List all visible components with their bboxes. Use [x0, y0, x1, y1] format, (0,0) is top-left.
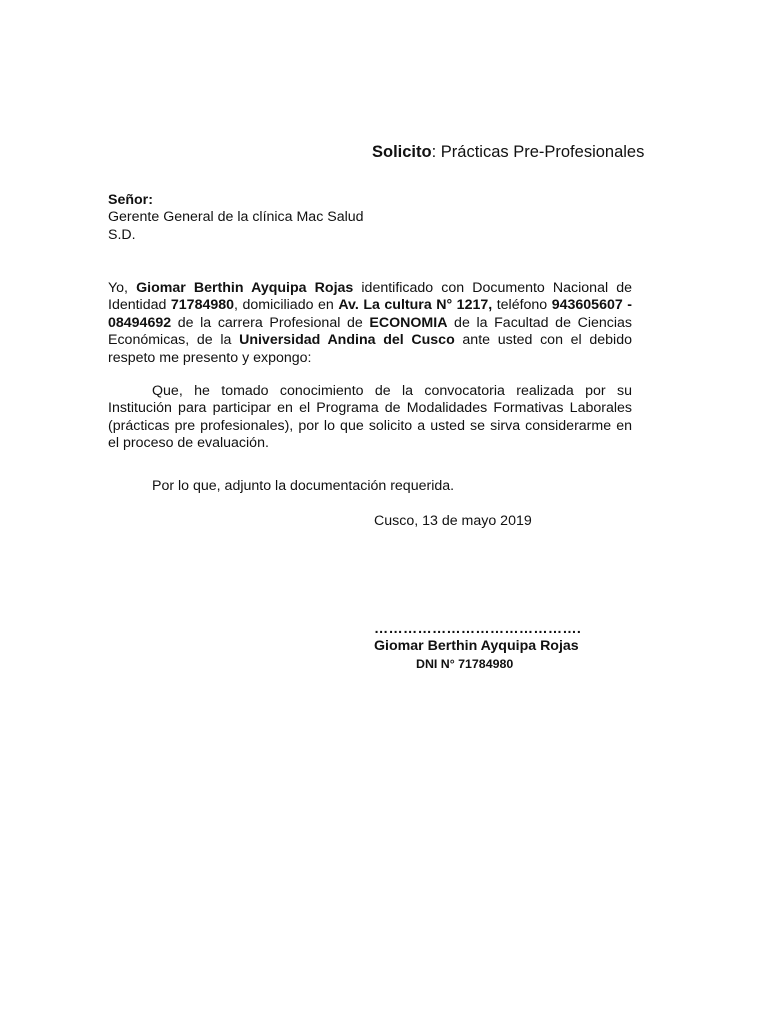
request-paragraph: Que, he tomado conocimiento de la convocatoria realizada por su Institución para participar en el Programa de Modalidades Formativas Laborales (prácticas pre profesionales), por lo que solicito a usted se sirva considerarme en el proceso de evaluación.: [108, 383, 632, 452]
signature-dni: DNI N° 71784980: [416, 657, 514, 671]
intro-text-6: de la Facultad de Ciencias Económicas, de la: [108, 314, 632, 349]
intro-text-7: ante usted con el debido respeto me presento y expongo:: [108, 332, 632, 366]
applicant-career: ECONOMIA: [369, 314, 448, 331]
intro-text-1: Yo,: [108, 280, 137, 296]
applicant-name: Giomar Berthin Ayquipa Rojas: [136, 280, 354, 296]
intro-text-2: identificado con Documento Nacional de Identidad: [108, 280, 633, 314]
salutation: Señor:: [108, 192, 153, 208]
applicant-university: Universidad Andina del Cusco: [239, 332, 455, 349]
subject-text: Prácticas Pre-Profesionales: [436, 143, 645, 161]
subject-label: Solicito: [372, 143, 432, 161]
recipient-block: [108, 192, 364, 244]
date-line: Cusco, 13 de mayo 2019: [374, 513, 532, 529]
attachment-paragraph: Por lo que, adjunto la documentación requerida.: [152, 478, 455, 494]
recipient-title: Gerente General de la clínica Mac Salud: [108, 209, 364, 226]
signature-line: …………………………………….: [374, 621, 582, 637]
subject-heading: [372, 142, 644, 162]
intro-paragraph: [108, 280, 632, 367]
recipient-sd: S.D.: [108, 226, 136, 243]
applicant-phones: 943605607 - 08494692: [108, 297, 632, 331]
intro-text-5: de la carrera Profesional de: [171, 314, 370, 331]
signature-name: Giomar Berthin Ayquipa Rojas: [374, 638, 579, 654]
intro-text-3: , domiciliado en: [234, 297, 339, 314]
subject-separator: :: [431, 143, 437, 161]
applicant-dni: 71784980: [170, 297, 235, 314]
applicant-address: Av. La cultura N° 1217,: [338, 297, 493, 314]
intro-text-4: teléfono: [492, 297, 552, 314]
